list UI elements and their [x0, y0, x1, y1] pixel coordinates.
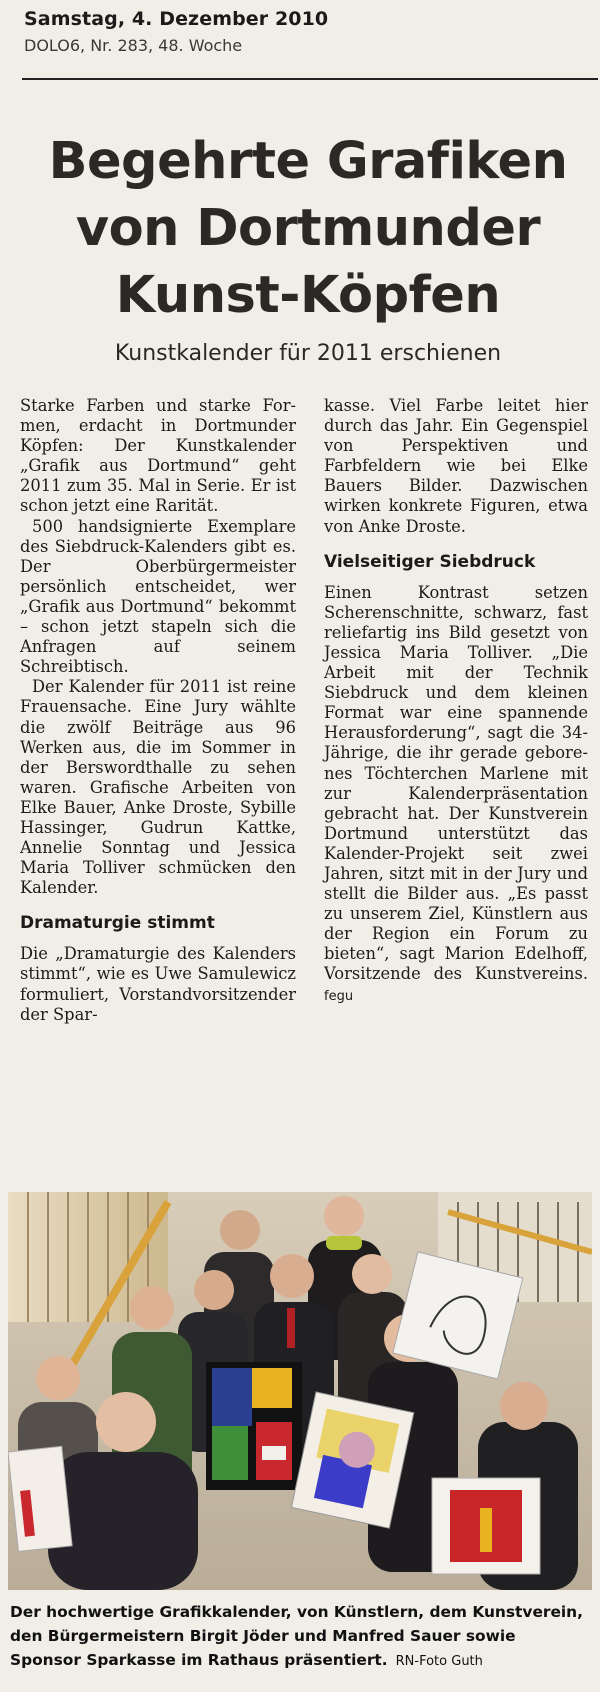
- headline-line-1: Begehrte Grafiken: [48, 132, 568, 191]
- paragraph-5-text: Einen Kontrast setzen Scherenschnitte, schwarz, fast reliefartig ins Bild gesetzt von Jessica Maria Tolliver. „Die Arbeit mit der Technik Siebdruck und dem kleinen Format war eine spannende Herausforderung“, sagt die 34-Jährige, die ihr gerade geborenes Töchterchen Marlene mit zur Kalenderpräsentation gebracht hat. Der Kunstverein Dortmund unterstützt das Kalender-Projekt seit zwei Jahren, sitzt mit in der Jury und stellt die Bilder aus. „Es passt zu unserem Ziel, Künstlern aus der Region ein Forum zu bieten“, sagt Marion Edelhoff, Vorsitzende des Kunstvereins.: [324, 582, 588, 984]
- paragraph-3: Der Kalender für 2011 ist reine Frauensache. Eine Jury wählte die zwölf Beiträge aus 96 Werken aus, die im Sommer in der Berswordthalle zu sehen waren. Grafische Arbeiten von Elke Bauer, Anke Droste, Sybille Hassinger, Gudrun Kattke, Annelie Sonntag und Jessica Maria Tolliver schmücken den Kalender.: [20, 677, 296, 898]
- paragraph-5: [324, 583, 588, 1007]
- article-column-left: [20, 396, 296, 1025]
- group-photo: [8, 1192, 592, 1590]
- headline-line-3: Kunst-Köpfen: [115, 266, 501, 325]
- paragraph-4: Die „Dramaturgie des Kalenders stimmt“, wie es Uwe Samulewicz formuliert, Vorstandvorsitzender der Spar-: [20, 944, 296, 1024]
- artwork-red-figures: [432, 1478, 540, 1574]
- article-column-right: [324, 396, 588, 1007]
- caption-text: Der hochwertige Grafikkalender, von Künstlern, dem Kunstverein, den Bürgermeistern Birgit Jöder und Manfred Sauer sowie Sponsor Sparkasse im Rathaus präsentiert.: [10, 1603, 583, 1669]
- headline-line-2: von Dortmunder: [75, 199, 541, 258]
- photo-credit: RN-Foto Guth: [395, 1654, 483, 1669]
- artwork-left-print: [8, 1446, 72, 1551]
- calendar-cover: [206, 1362, 302, 1490]
- photo-caption: [10, 1600, 590, 1674]
- paragraph-1: Starke Farben und starke Formen, erdacht in Dortmunder Köpfen: Der Kunstkalender „Grafik aus Dortmund“ geht 2011 zum 35. Mal in Serie. Er ist schon jetzt eine Rarität.: [20, 396, 296, 516]
- article-headline: [20, 128, 596, 329]
- paragraph-2: 500 handsignierte Exemplare des Siebdruck-Kalenders gibt es. Der Oberbürgermeister persönlich entscheidet, wer „Grafik aus Dortmund“ bekommt – schon jetzt stapeln sich die Anfragen auf seinem Schreibtisch.: [20, 516, 296, 677]
- masthead-issue: DOLO6, Nr. 283, 48. Woche: [24, 36, 243, 55]
- article-subtitle: Kunstkalender für 2011 erschienen: [114, 341, 502, 366]
- masthead-date: Samstag, 4. Dezember 2010: [24, 8, 329, 30]
- author-byline: fegu: [324, 988, 354, 1004]
- paragraph-4-continued: kasse. Viel Farbe leitet hier durch das Jahr. Ein Gegenspiel von Perspektiven und Farbfeldern wie bei Elke Bauers Bilder. Dazwischen wirken konkrete Figuren, etwa von Anke Droste.: [324, 396, 588, 536]
- subheading-siebdruck: Vielseitiger Siebdruck: [324, 551, 536, 572]
- subheading-dramaturgie: Dramaturgie stimmt: [20, 913, 215, 934]
- masthead-rule: [22, 78, 598, 80]
